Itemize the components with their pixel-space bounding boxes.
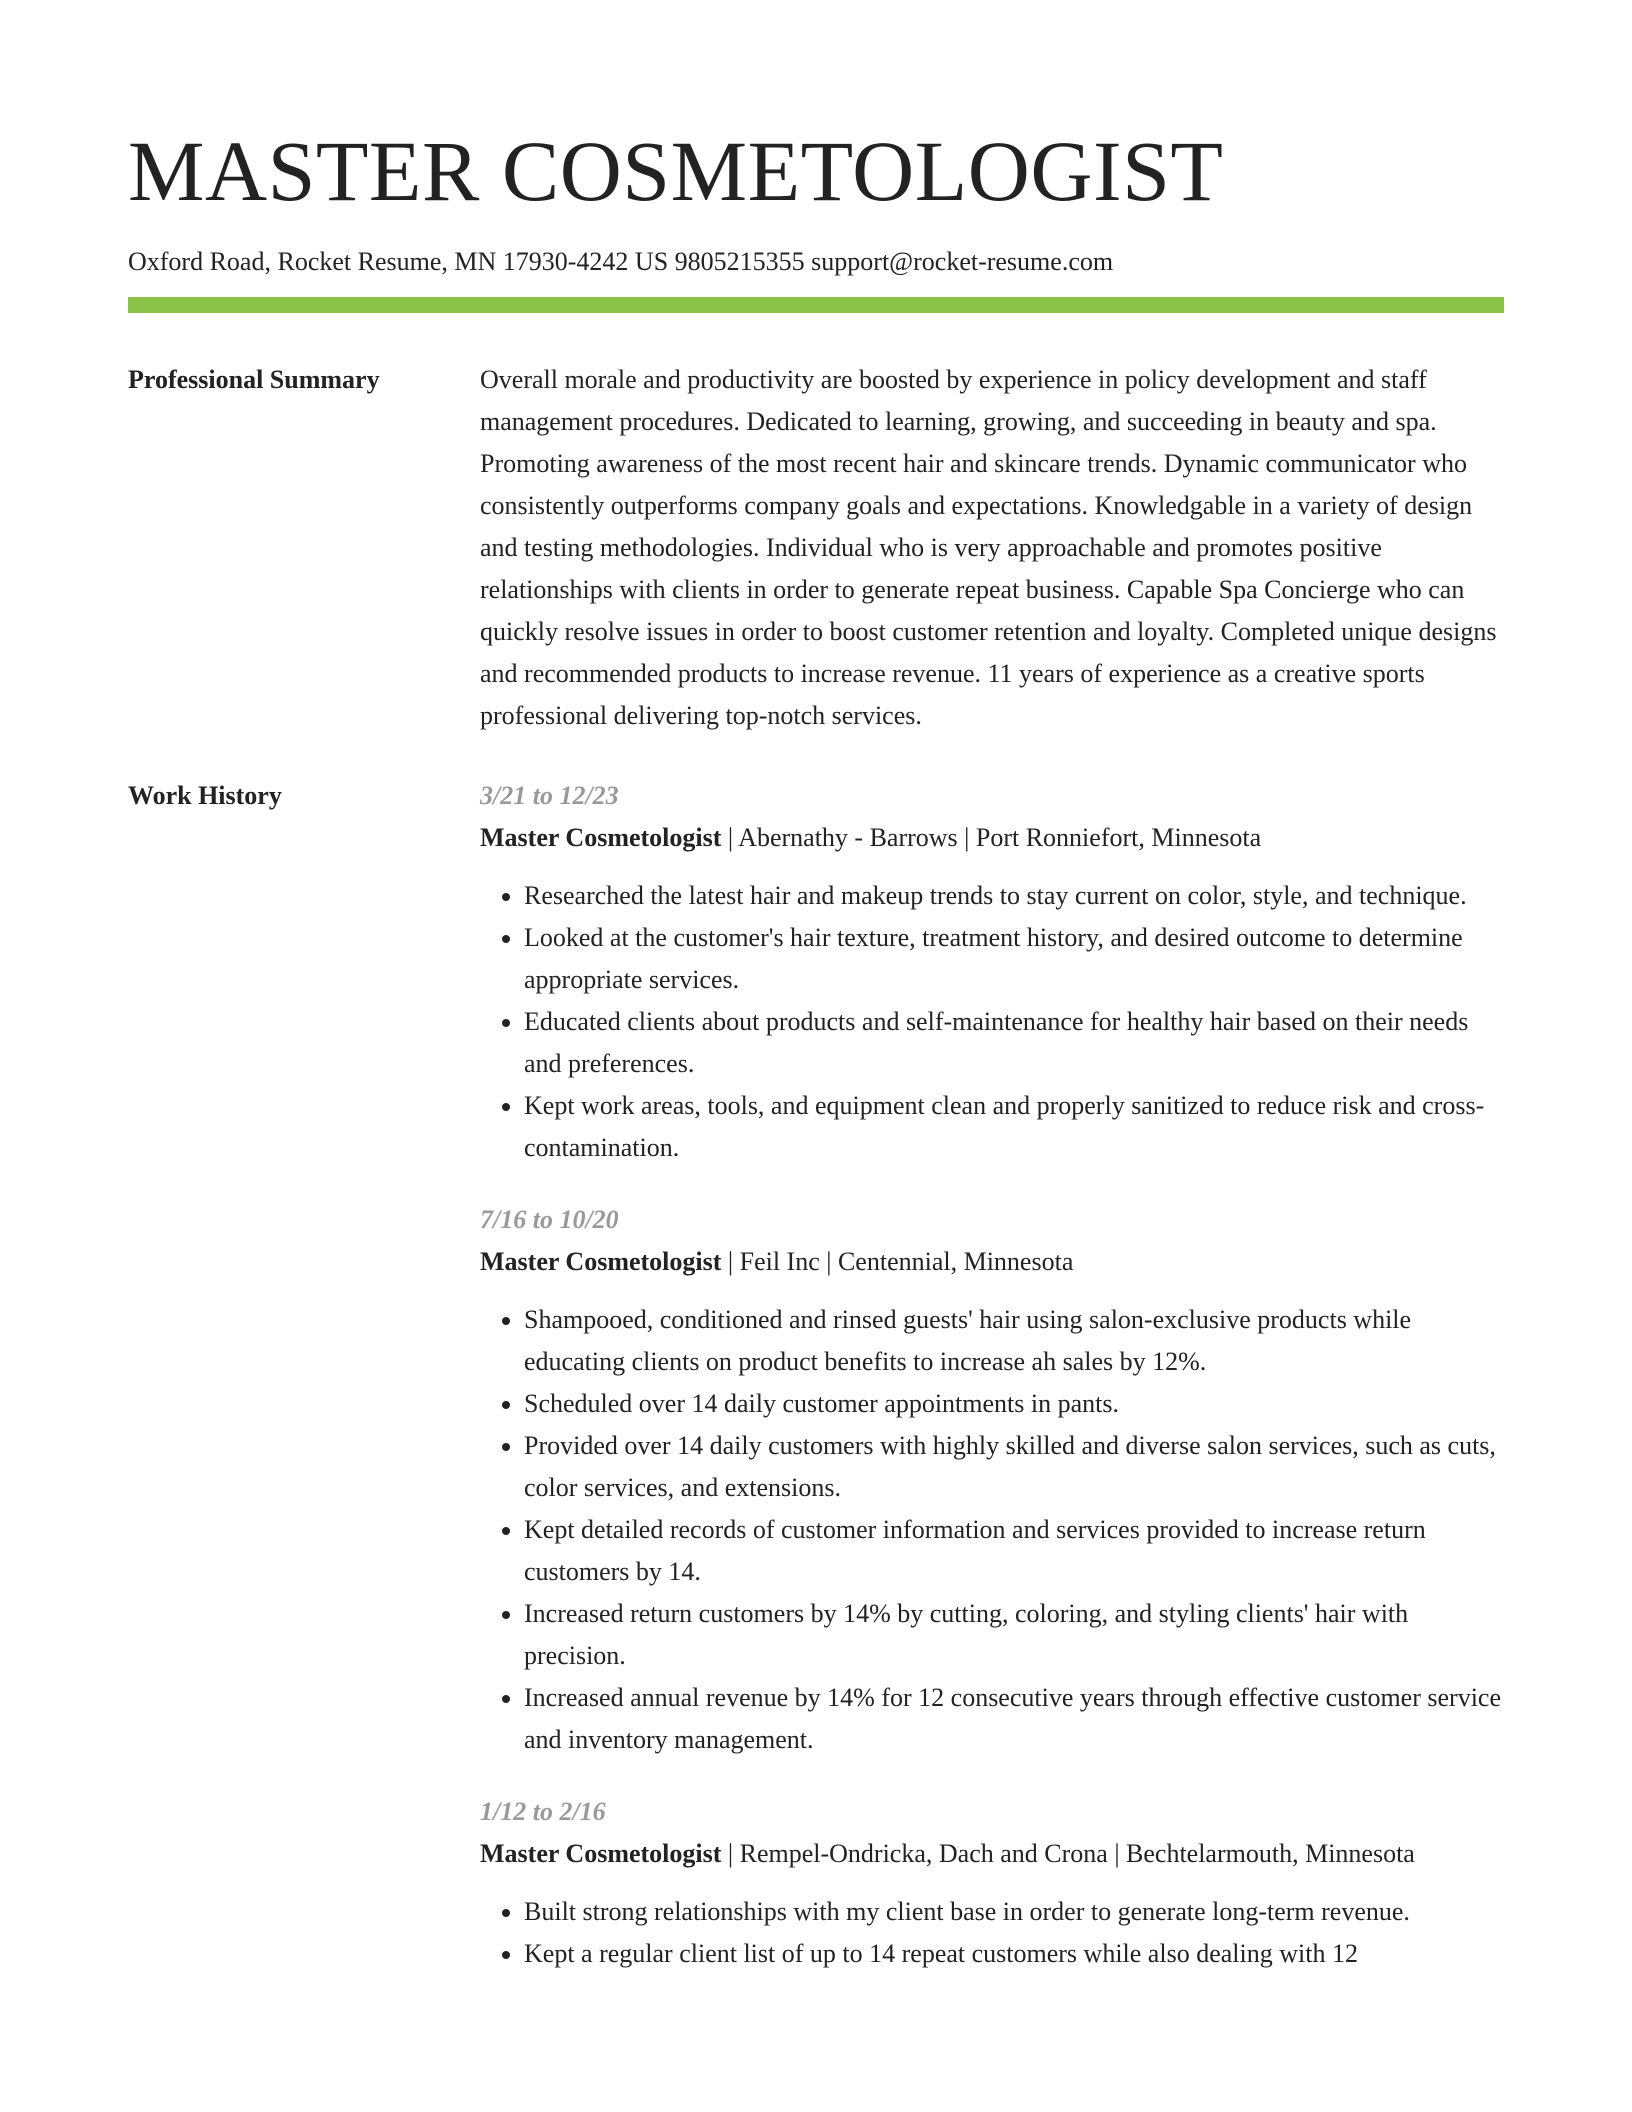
bullet-item: • Kept detailed records of customer information and services provided to increase return customers by 14. xyxy=(524,1509,1504,1593)
work-history-section xyxy=(128,775,1504,1975)
bullet-item: • Scheduled over 14 daily customer appointments in pants. xyxy=(524,1383,1504,1425)
bullet-item: • Kept work areas, tools, and equipment clean and properly sanitized to reduce risk and cross-contamination. xyxy=(524,1085,1504,1169)
bullet-item: • Increased annual revenue by 14% for 12 consecutive years through effective customer service and inventory management. xyxy=(524,1677,1504,1761)
job-details: | Feil Inc | Centennial, Minnesota xyxy=(721,1247,1074,1276)
job-bullets xyxy=(480,1891,1504,1975)
bullet-item: • Educated clients about products and self-maintenance for healthy hair based on their needs and preferences. xyxy=(524,1001,1504,1085)
job-entry xyxy=(480,1199,1504,1761)
job-dates: 7/16 to 10/20 xyxy=(480,1205,619,1234)
summary-text: Overall morale and productivity are boosted by experience in policy development and staff management procedures. Dedicated to learning, growing, and succeeding in beauty and spa. Promoting awareness of the most recent hair and skincare trends. Dynamic communicator who consistently outperforms company goals and expectations. Knowledgable in a variety of design and testing methodologies. Individual who is very approachable and promotes positive relationships with clients in order to generate repeat business. Capable Spa Concierge who can quickly resolve issues in order to boost customer retention and loyalty. Completed unique designs and recommended products to increase revenue. 11 years of experience as a creative sports professional delivering top-notch services. xyxy=(480,365,1497,730)
job-title: Master Cosmetologist xyxy=(480,1839,722,1868)
contact-info: Oxford Road, Rocket Resume, MN 17930-4242 US 9805215355 support@rocket-resume.com xyxy=(128,247,1114,276)
job-entry xyxy=(480,775,1504,1169)
header-divider xyxy=(128,297,1504,313)
bullet-item: • Researched the latest hair and makeup trends to stay current on color, style, and technique. xyxy=(524,875,1504,917)
job-entry xyxy=(480,1791,1504,1975)
job-details: | Abernathy - Barrows | Port Ronniefort, Minnesota xyxy=(721,823,1262,852)
job-heading xyxy=(480,1241,1504,1283)
job-dates: 3/21 to 12/23 xyxy=(480,781,619,810)
job-heading xyxy=(480,1833,1504,1875)
job-heading xyxy=(480,817,1504,859)
section-label: Professional Summary xyxy=(128,365,380,394)
section-content xyxy=(480,775,1504,1975)
bullet-item: • Shampooed, conditioned and rinsed guests' hair using salon-exclusive products while educating clients on product benefits to increase ah sales by 12%. xyxy=(524,1299,1504,1383)
job-dates: 1/12 to 2/16 xyxy=(480,1797,606,1826)
job-bullets xyxy=(480,1299,1504,1761)
professional-summary-section xyxy=(128,359,1504,737)
bullet-item: • Increased return customers by 14% by cutting, coloring, and styling clients' hair with precision. xyxy=(524,1593,1504,1677)
bullet-item: • Provided over 14 daily customers with highly skilled and diverse salon services, such as cuts, color services, and extensions. xyxy=(524,1425,1504,1509)
resume-name: MASTER COSMETOLOGIST xyxy=(128,123,1224,219)
section-content xyxy=(480,359,1504,737)
job-title: Master Cosmetologist xyxy=(480,823,722,852)
bullet-item: • Built strong relationships with my client base in order to generate long-term revenue. xyxy=(524,1891,1504,1933)
resume-page xyxy=(128,0,1504,1975)
job-title: Master Cosmetologist xyxy=(480,1247,722,1276)
section-label: Work History xyxy=(128,781,282,810)
bullet-item: • Looked at the customer's hair texture, treatment history, and desired outcome to determine appropriate services. xyxy=(524,917,1504,1001)
job-details: | Rempel-Ondricka, Dach and Crona | Bechtelarmouth, Minnesota xyxy=(721,1839,1415,1868)
bullet-item: • Kept a regular client list of up to 14 repeat customers while also dealing with 12 xyxy=(524,1933,1504,1975)
job-bullets xyxy=(480,875,1504,1169)
